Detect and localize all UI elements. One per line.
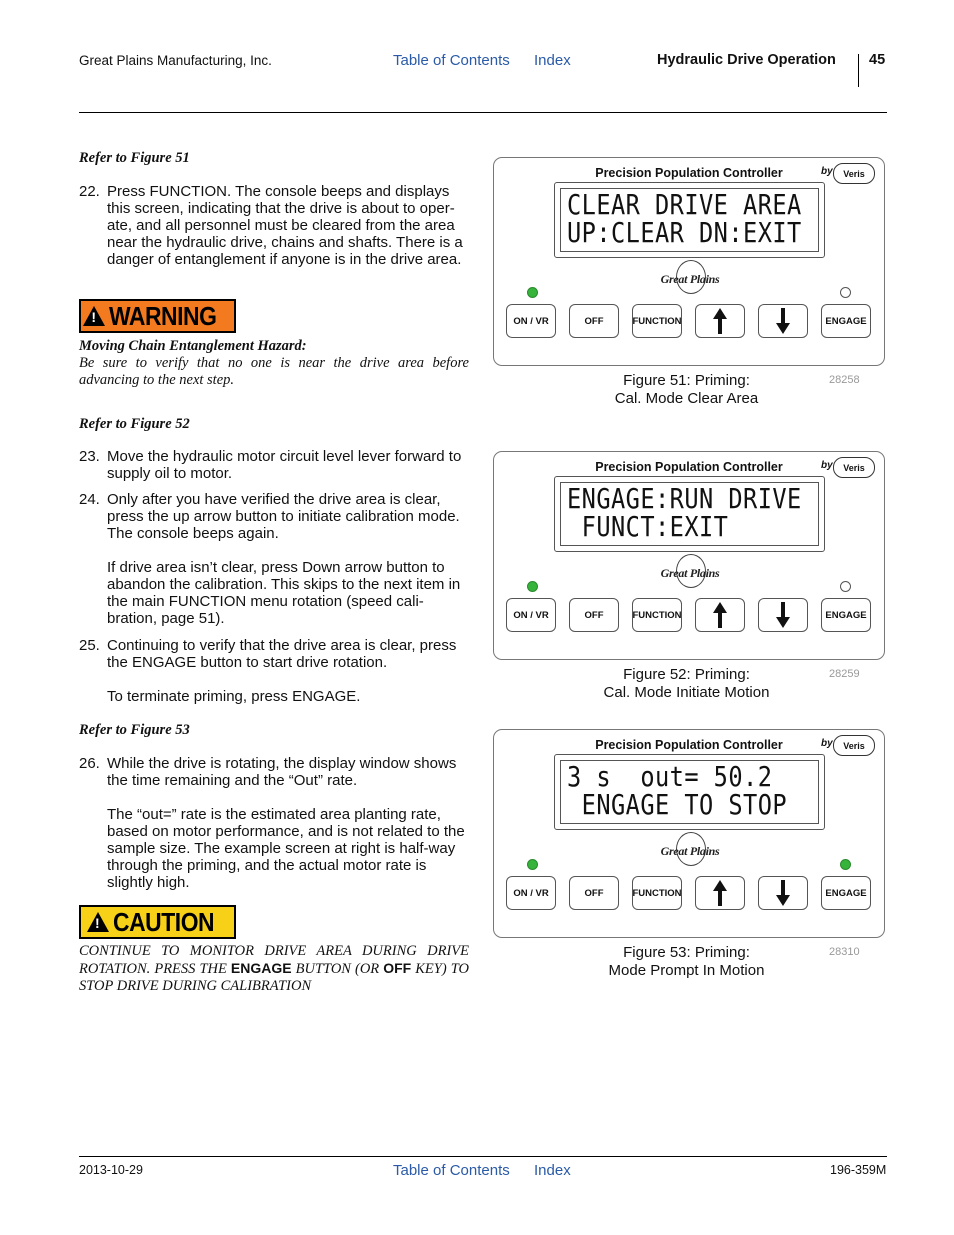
hazard-text: Be sure to verify that no one is near the drive area before advancing to the next step. — [79, 355, 469, 388]
header-toc-link[interactable]: Table of Contents — [393, 52, 510, 69]
section-title: Hydraulic Drive Operation — [657, 52, 836, 68]
lcd-display — [554, 182, 825, 258]
caption-line: Cal. Mode Clear Area — [614, 390, 759, 407]
console-figure-53 — [493, 729, 885, 938]
page-number: 45 — [869, 52, 886, 68]
step-23 — [79, 448, 471, 482]
console-title: Precision Population Controller — [595, 738, 783, 752]
function-button[interactable]: FUNCTION — [632, 598, 682, 632]
off-button[interactable]: OFF — [569, 876, 619, 910]
lcd-line-1: ENGAGE:RUN DRIVE — [567, 483, 802, 515]
caution-text-part: CONTINUE TO MONITOR DRIVE AREA DURING DRIVE ROTATION. PRESS THE — [79, 943, 469, 977]
engage-button[interactable]: ENGAGE — [821, 598, 871, 632]
footer-date: 2013-10-29 — [79, 1163, 143, 1177]
footer-index-link[interactable]: Index — [534, 1162, 571, 1179]
warning-signal-word: WARNING — [109, 300, 217, 331]
engage-key-ref: ENGAGE — [230, 960, 292, 976]
caption-line: Figure 53: Priming: — [623, 944, 750, 961]
status-led-right — [840, 859, 851, 870]
figure-52-caption — [580, 666, 793, 702]
figure-51-caption — [580, 372, 793, 408]
off-button[interactable]: OFF — [569, 304, 619, 338]
caution-sign — [79, 905, 236, 939]
caution-text-part: KEY) TO STOP DRIVE DURING CALIBRATION — [79, 961, 469, 994]
status-led-right — [840, 287, 851, 298]
up-arrow-button[interactable] — [695, 304, 745, 338]
off-button[interactable]: OFF — [569, 598, 619, 632]
engage-button[interactable]: ENGAGE — [821, 876, 871, 910]
console-figure-51 — [493, 157, 885, 366]
step-number: 22. — [79, 183, 100, 200]
caption-line: Figure 51: Priming: — [623, 372, 750, 389]
step-text: The “out=” rate is the estimated area planting rate, based on motor performance, and is not related to the sample size. The example screen at right is half-way through the priming, and the actual motor rate is slightly high. — [107, 806, 465, 891]
step-text: Continuing to verify that the drive area is clear, press the ENGAGE button to start drive rotation. — [107, 637, 457, 671]
refer-figure-51: Refer to Figure 51 — [79, 150, 190, 166]
lcd-line-2: FUNCT:EXIT — [567, 511, 729, 543]
lcd-display — [554, 476, 825, 552]
caption-line: Cal. Mode Initiate Motion — [603, 684, 770, 701]
step-26 — [79, 755, 471, 891]
step-24 — [79, 491, 471, 627]
step-text: If drive area isn’t clear, press Down arrow button to abandon the calibration. This skips to the next item in the main FUNCTION menu rotation (speed cali-bration, page 51). — [107, 559, 461, 627]
great-plains-logo: Great Plains — [650, 266, 730, 292]
step-text: Press FUNCTION. The console beeps and displays this screen, indicating that the drive is about to oper-ate, and all personnel must be cleared from the area near the hydraulic drive, chains and shafts. There is a danger of entanglement if anyone is in the drive area. — [107, 183, 463, 268]
figure-number: 28259 — [829, 668, 860, 680]
step-22 — [79, 183, 471, 268]
console-title: Precision Population Controller — [595, 166, 783, 180]
down-arrow-icon — [776, 308, 790, 334]
on-vr-button[interactable]: ON / VR — [506, 304, 556, 338]
up-arrow-icon — [713, 880, 727, 906]
function-button[interactable]: FUNCTION — [632, 304, 682, 338]
step-number: 23. — [79, 448, 100, 465]
caution-triangle-icon — [87, 912, 109, 932]
up-arrow-icon — [713, 602, 727, 628]
status-led-left — [527, 287, 538, 298]
veris-logo: Veris — [833, 735, 875, 756]
header-divider — [858, 54, 859, 87]
status-led-left — [527, 859, 538, 870]
by-label: by — [821, 460, 833, 471]
off-key-ref: OFF — [383, 960, 412, 976]
console-figure-52 — [493, 451, 885, 660]
step-number: 26. — [79, 755, 100, 772]
warning-triangle-icon — [83, 306, 105, 326]
lcd-line-2: UP:CLEAR DN:EXIT — [567, 217, 802, 249]
status-led-right — [840, 581, 851, 592]
caption-line: Figure 52: Priming: — [623, 666, 750, 683]
refer-figure-52: Refer to Figure 52 — [79, 416, 190, 432]
down-arrow-button[interactable] — [758, 598, 808, 632]
on-vr-button[interactable]: ON / VR — [506, 598, 556, 632]
doc-number: 196-359M — [830, 1163, 887, 1177]
figure-number: 28310 — [829, 946, 860, 958]
footer-rule — [79, 1156, 887, 1157]
lcd-line-1: CLEAR DRIVE AREA — [567, 189, 802, 221]
figure-53-caption — [580, 944, 793, 980]
veris-logo: Veris — [833, 163, 875, 184]
by-label: by — [821, 738, 833, 749]
up-arrow-button[interactable] — [695, 598, 745, 632]
down-arrow-icon — [776, 602, 790, 628]
step-text: Only after you have verified the drive area is clear, press the up arrow button to initiate calibration mode. The console beeps again. — [107, 491, 460, 542]
header-index-link[interactable]: Index — [534, 52, 571, 69]
company-name: Great Plains Manufacturing, Inc. — [79, 53, 272, 68]
figure-number: 28258 — [829, 374, 860, 386]
refer-figure-53: Refer to Figure 53 — [79, 722, 190, 738]
down-arrow-button[interactable] — [758, 876, 808, 910]
veris-logo: Veris — [833, 457, 875, 478]
caution-signal-word: CAUTION — [113, 906, 215, 937]
great-plains-logo: Great Plains — [650, 560, 730, 586]
step-text: To terminate priming, press ENGAGE. — [107, 688, 361, 705]
down-arrow-button[interactable] — [758, 304, 808, 338]
warning-sign — [79, 299, 236, 333]
lcd-display — [554, 754, 825, 830]
lcd-line-1: 3 s out= 50.2 — [567, 761, 773, 793]
console-title: Precision Population Controller — [595, 460, 783, 474]
hazard-title: Moving Chain Entanglement Hazard: — [79, 338, 307, 354]
engage-button[interactable]: ENGAGE — [821, 304, 871, 338]
status-led-left — [527, 581, 538, 592]
step-number: 25. — [79, 637, 100, 654]
footer-toc-link[interactable]: Table of Contents — [393, 1162, 510, 1179]
step-text: While the drive is rotating, the display window shows the time remaining and the “Out” rate. — [107, 755, 457, 789]
caution-text — [79, 943, 469, 995]
up-arrow-icon — [713, 308, 727, 334]
header-rule — [79, 112, 887, 113]
on-vr-button[interactable]: ON / VR — [506, 876, 556, 910]
step-25 — [79, 637, 471, 705]
caution-text-part: BUTTON (OR — [291, 961, 384, 977]
up-arrow-button[interactable] — [695, 876, 745, 910]
lcd-line-2: ENGAGE TO STOP — [567, 789, 788, 821]
down-arrow-icon — [776, 880, 790, 906]
step-number: 24. — [79, 491, 100, 508]
function-button[interactable]: FUNCTION — [632, 876, 682, 910]
caption-line: Mode Prompt In Motion — [608, 962, 765, 979]
by-label: by — [821, 166, 833, 177]
great-plains-logo: Great Plains — [650, 838, 730, 864]
step-text: Move the hydraulic motor circuit level lever forward to supply oil to motor. — [107, 448, 462, 482]
